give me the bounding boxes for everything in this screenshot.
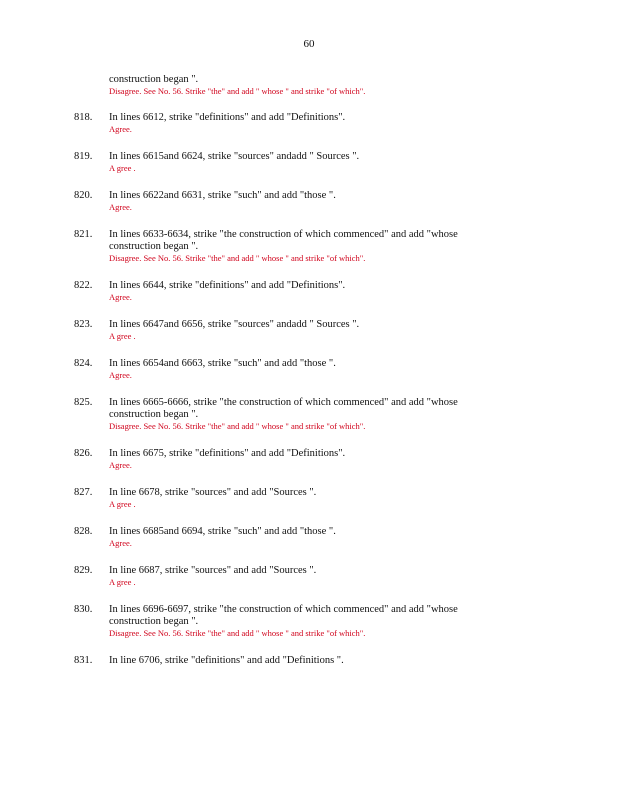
entry-number: 828. bbox=[74, 526, 93, 537]
entry-text: In line 6678, strike "sources" and add "Sources ". bbox=[109, 487, 317, 498]
page-number: 60 bbox=[303, 38, 315, 50]
entry-response: Agree. bbox=[109, 124, 132, 134]
entry-text: construction began ". bbox=[109, 74, 199, 85]
entry-body bbox=[109, 280, 529, 303]
entry-body bbox=[109, 112, 529, 135]
entry-body bbox=[109, 526, 529, 549]
entry-number: 818. bbox=[74, 112, 93, 123]
entry-number: 830. bbox=[74, 604, 93, 615]
entry-number: 819. bbox=[74, 151, 93, 162]
entry-response: Disagree. See No. 56. Strike "the" and add " whose " and strike "of which". bbox=[109, 253, 366, 263]
list-item bbox=[0, 319, 618, 342]
entry-body bbox=[109, 655, 529, 667]
entry-text: In line 6706, strike "definitions" and add "Definitions ". bbox=[109, 655, 344, 666]
entry-number: 827. bbox=[74, 487, 93, 498]
list-item bbox=[0, 190, 618, 213]
entry-response: Agree. bbox=[109, 292, 132, 302]
entry-number: 821. bbox=[74, 229, 93, 240]
list-item bbox=[0, 487, 618, 510]
entry-body bbox=[109, 190, 529, 213]
list-item bbox=[0, 448, 618, 471]
entry-number: 829. bbox=[74, 565, 93, 576]
list-item bbox=[0, 229, 618, 264]
entry-text: In lines 6612, strike "definitions" and add "Definitions". bbox=[109, 112, 346, 123]
entry-text: construction began ". bbox=[109, 616, 199, 627]
entry-response: A gree . bbox=[109, 499, 136, 509]
list-item bbox=[0, 604, 618, 639]
entry-text: In lines 6633-6634, strike "the construction of which commenced" and add "whose bbox=[109, 229, 458, 240]
entry-body bbox=[109, 604, 529, 639]
entry-body bbox=[109, 229, 529, 264]
entry-response: Agree. bbox=[109, 538, 132, 548]
entry-body bbox=[109, 448, 529, 471]
entry-response: A gree . bbox=[109, 331, 136, 341]
entry-text: In lines 6622and 6631, strike "such" and add "those ". bbox=[109, 190, 336, 201]
list-item bbox=[0, 151, 618, 174]
entry-response: A gree . bbox=[109, 577, 136, 587]
entry-number: 831. bbox=[74, 655, 93, 666]
entry-list bbox=[0, 74, 618, 683]
list-item bbox=[0, 280, 618, 303]
entry-number: 826. bbox=[74, 448, 93, 459]
list-item bbox=[0, 565, 618, 588]
entry-text: In lines 6696-6697, strike "the construction of which commenced" and add "whose bbox=[109, 604, 458, 615]
entry-number: 824. bbox=[74, 358, 93, 369]
list-item bbox=[0, 358, 618, 381]
entry-number: 825. bbox=[74, 397, 93, 408]
entry-body bbox=[109, 487, 529, 510]
entry-text: In lines 6615and 6624, strike "sources" andadd " Sources ". bbox=[109, 151, 360, 162]
entry-response: A gree . bbox=[109, 163, 136, 173]
list-item bbox=[0, 74, 618, 97]
entry-response: Disagree. See No. 56. Strike "the" and add " whose " and strike "of which". bbox=[109, 628, 366, 638]
entry-response: Agree. bbox=[109, 370, 132, 380]
list-item bbox=[0, 526, 618, 549]
entry-body bbox=[109, 565, 529, 588]
entry-text: In lines 6675, strike "definitions" and add "Definitions". bbox=[109, 448, 346, 459]
entry-text: construction began ". bbox=[109, 409, 199, 420]
entry-text: construction began ". bbox=[109, 241, 199, 252]
entry-response: Disagree. See No. 56. Strike "the" and add " whose " and strike "of which". bbox=[109, 86, 366, 96]
entry-text: In lines 6644, strike "definitions" and add "Definitions". bbox=[109, 280, 346, 291]
entry-body bbox=[109, 319, 529, 342]
entry-text: In lines 6654and 6663, strike "such" and add "those ". bbox=[109, 358, 336, 369]
entry-text: In line 6687, strike "sources" and add "Sources ". bbox=[109, 565, 317, 576]
list-item bbox=[0, 655, 618, 667]
entry-body bbox=[109, 397, 529, 432]
list-item bbox=[0, 397, 618, 432]
entry-text: In lines 6647and 6656, strike "sources" andadd " Sources ". bbox=[109, 319, 360, 330]
list-item bbox=[0, 112, 618, 135]
entry-number: 822. bbox=[74, 280, 93, 291]
entry-text: In lines 6665-6666, strike "the construction of which commenced" and add "whose bbox=[109, 397, 458, 408]
entry-text: In lines 6685and 6694, strike "such" and add "those ". bbox=[109, 526, 336, 537]
entry-body bbox=[109, 74, 529, 97]
entry-response: Agree. bbox=[109, 202, 132, 212]
entry-response: Disagree. See No. 56. Strike "the" and add " whose " and strike "of which". bbox=[109, 421, 366, 431]
entry-body bbox=[109, 358, 529, 381]
entry-response: Agree. bbox=[109, 460, 132, 470]
entry-body bbox=[109, 151, 529, 174]
entry-number: 823. bbox=[74, 319, 93, 330]
entry-number: 820. bbox=[74, 190, 93, 201]
